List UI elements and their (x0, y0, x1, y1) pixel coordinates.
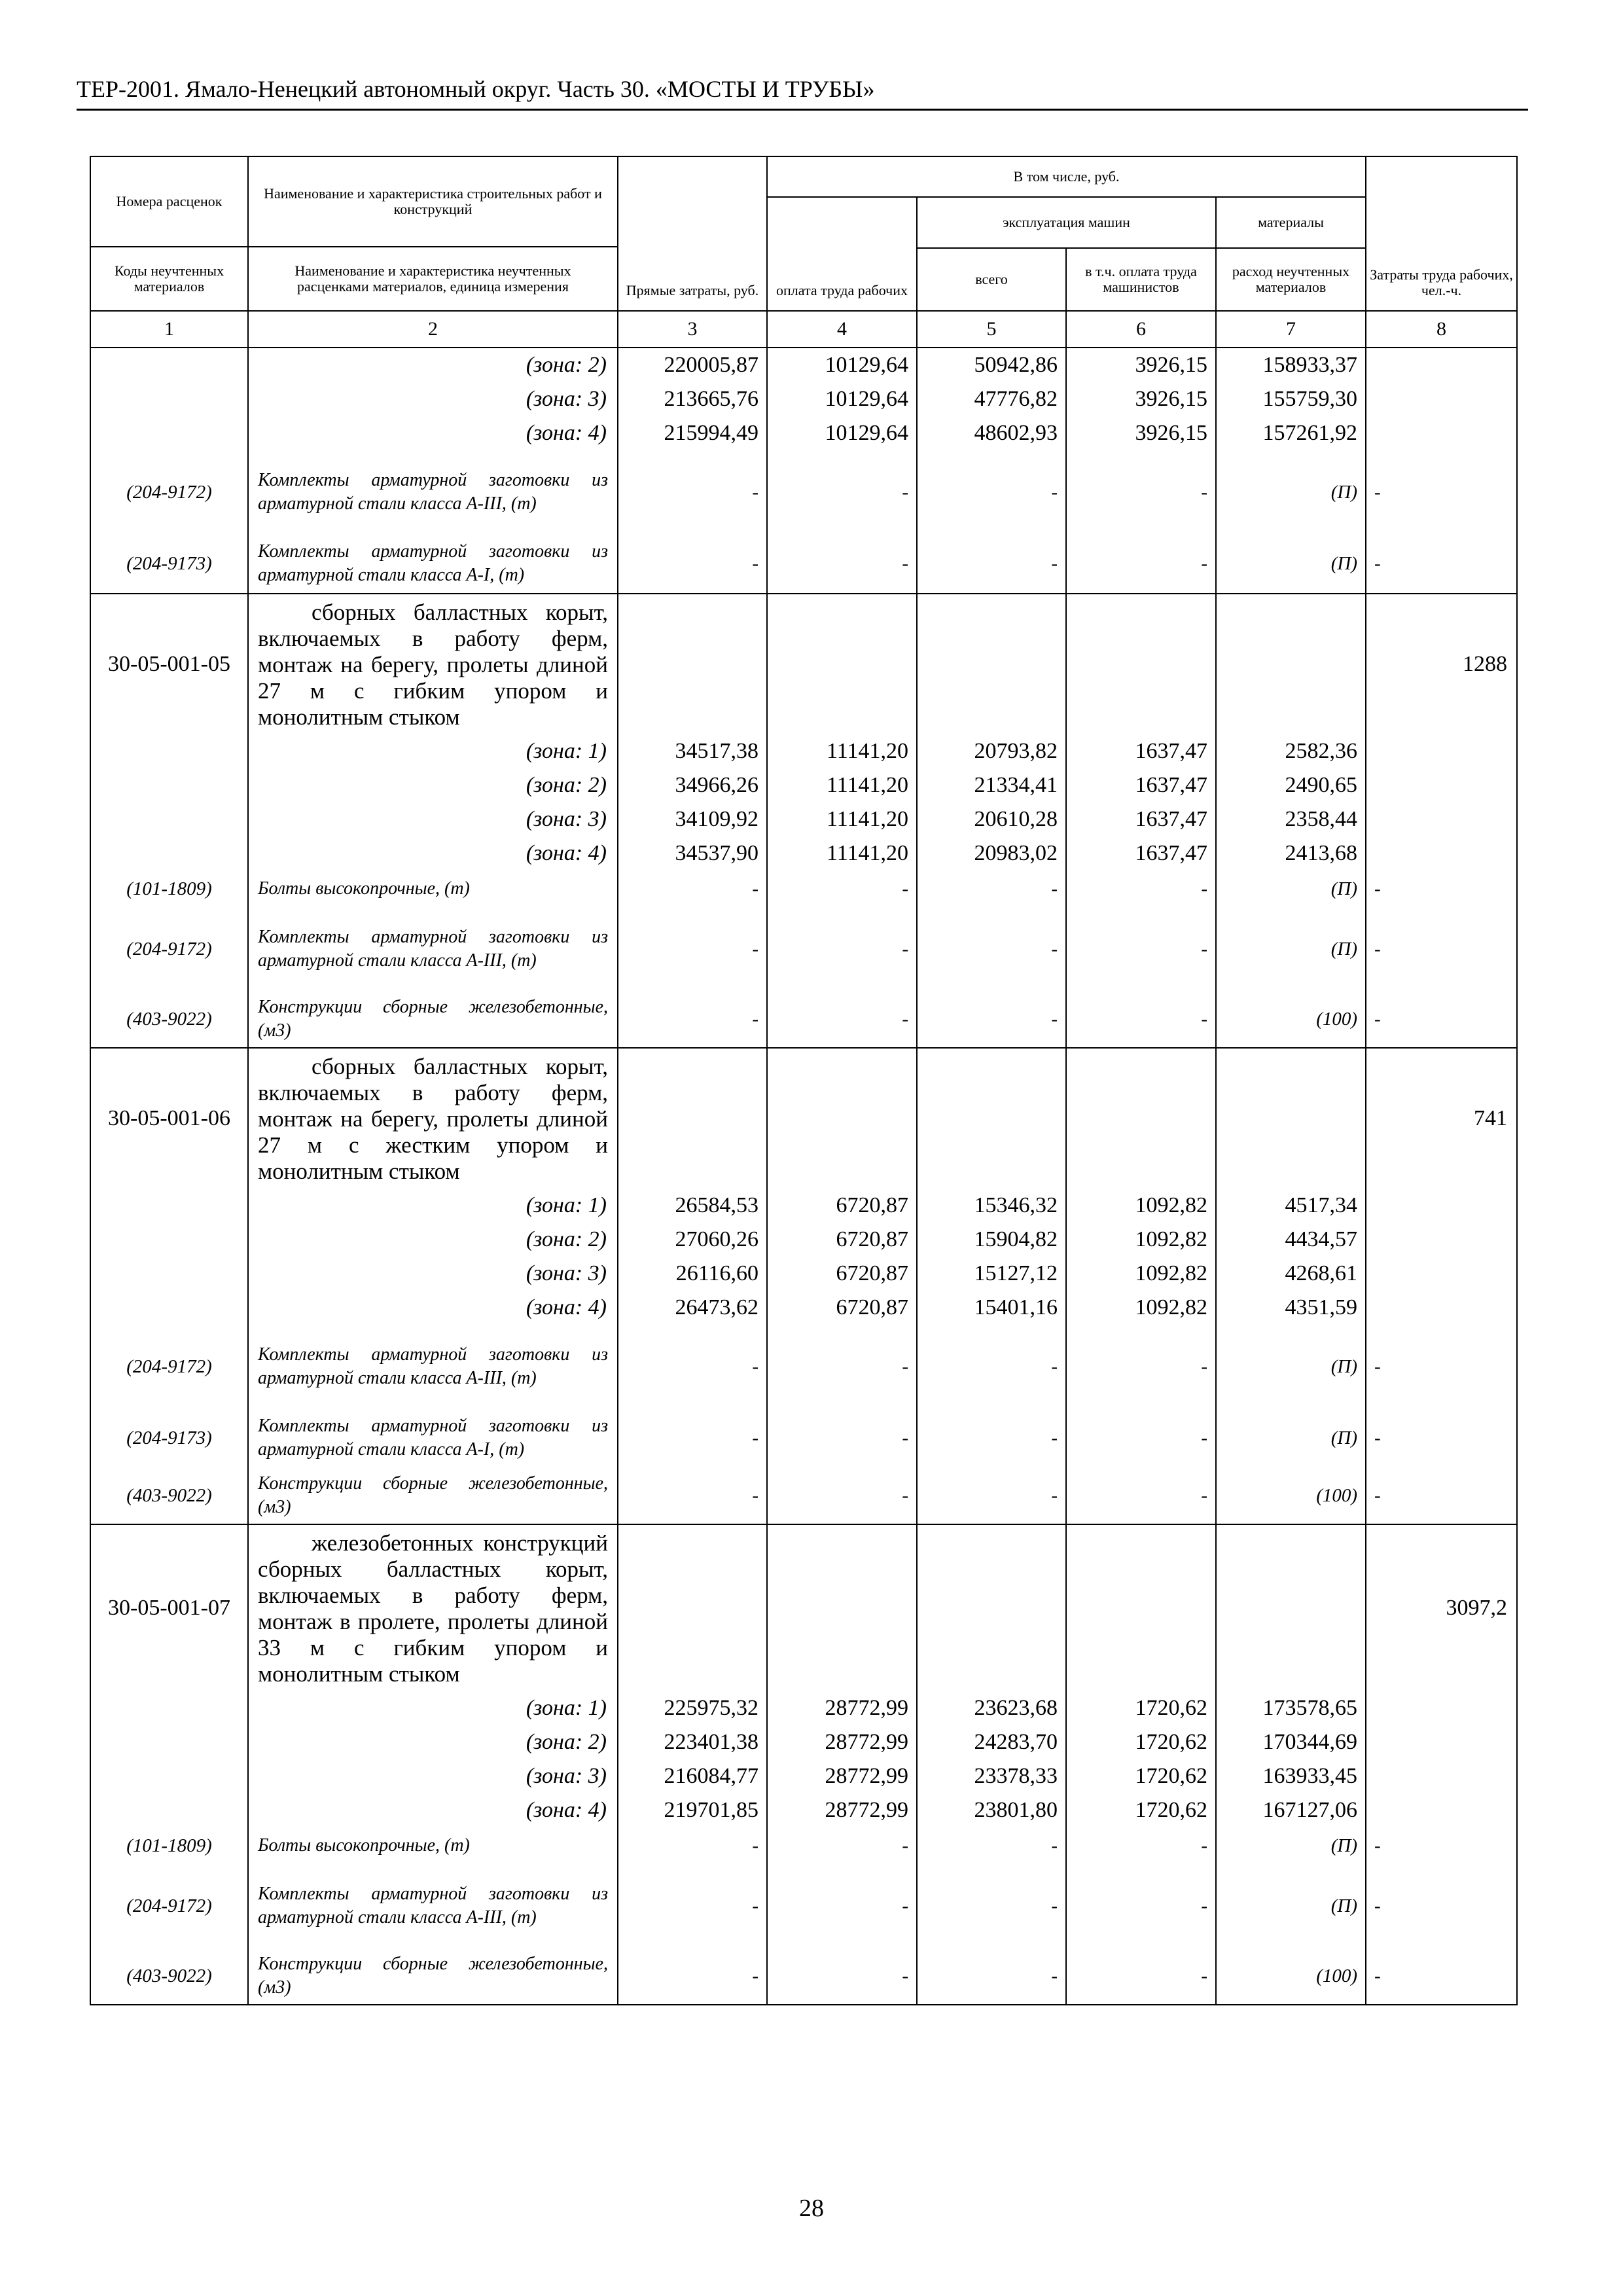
material-quantity: (П) (1330, 938, 1358, 960)
value-cell-operators (1066, 348, 1216, 594)
dash: - (752, 938, 758, 960)
zone-value: 215994,49 (664, 421, 758, 445)
rate-code: 30-05-001-06 (108, 1106, 230, 1130)
dash: - (752, 1895, 758, 1916)
header-col1-top: Номера расценок (91, 157, 247, 247)
description-cell (248, 1524, 618, 2005)
zone-value: 1720,62 (1135, 1730, 1207, 1754)
zone-value: 1720,62 (1135, 1696, 1207, 1720)
material-quantity: (П) (1330, 1895, 1358, 1916)
dash: - (1374, 481, 1381, 503)
zone-value: 10129,64 (825, 353, 908, 377)
zone-value: 3926,15 (1135, 421, 1207, 445)
zone-value: 167127,06 (1262, 1798, 1358, 1822)
zone-value: 15401,16 (974, 1295, 1058, 1319)
zone-value: 2490,65 (1285, 773, 1358, 797)
header-col2 (248, 156, 618, 311)
zone-label: (зона: 3) (526, 1764, 607, 1788)
value-cell-direct (618, 1524, 767, 2005)
value-cell-machines (917, 348, 1066, 594)
zone-value: 26584,53 (675, 1193, 758, 1217)
zone-value: 50942,86 (974, 353, 1058, 377)
page-header: ТЕР-2001. Ямало-Ненецкий автономный округ. Часть 30. «МОСТЫ И ТРУБЫ» (77, 73, 1528, 111)
zone-value: 1092,82 (1135, 1261, 1207, 1285)
zone-value: 1637,47 (1135, 773, 1207, 797)
zone-value: 24283,70 (974, 1730, 1058, 1754)
zone-value: 28772,99 (825, 1730, 908, 1754)
zone-label: (зона: 1) (526, 1696, 607, 1720)
dash: - (752, 1965, 758, 1986)
zone-value: 11141,20 (827, 841, 908, 865)
material-code: (204-9172) (126, 1355, 212, 1377)
material-name: Комплекты арматурной заготовки из арматурной стали класса А-III, (т) (258, 1884, 608, 1928)
material-name: Комплекты арматурной заготовки из арматурной стали класса А-III, (т) (258, 1344, 608, 1388)
material-code: (204-9173) (126, 1427, 212, 1448)
zone-value: 6720,87 (836, 1261, 908, 1285)
description-cell (248, 348, 618, 594)
material-code: (204-9172) (126, 481, 212, 503)
value-cell-operators (1066, 1048, 1216, 1524)
dash: - (752, 1008, 758, 1030)
zone-value: 1720,62 (1135, 1798, 1207, 1822)
header-col3: Прямые затраты, руб. (618, 156, 767, 311)
dash: - (1201, 1484, 1207, 1506)
dash: - (1051, 552, 1058, 574)
dash: - (1201, 878, 1207, 899)
value-cell-materials (1216, 348, 1366, 594)
material-quantity: (П) (1330, 878, 1358, 899)
zone-value: 223401,38 (664, 1730, 758, 1754)
value-cell-wages (767, 1524, 917, 2005)
dash: - (902, 1427, 908, 1448)
zone-value: 2413,68 (1285, 841, 1358, 865)
dash: - (902, 1484, 908, 1506)
value-cell-direct (618, 348, 767, 594)
zone-value: 21334,41 (974, 773, 1058, 797)
zone-value: 20983,02 (974, 841, 1058, 865)
zone-value: 26473,62 (675, 1295, 758, 1319)
zone-label: (зона: 2) (526, 353, 607, 377)
zone-value: 23378,33 (974, 1764, 1058, 1788)
zone-value: 28772,99 (825, 1696, 908, 1720)
zone-value: 1092,82 (1135, 1193, 1207, 1217)
zone-value: 219701,85 (664, 1798, 758, 1822)
value-cell-wages (767, 594, 917, 1048)
zone-label: (зона: 4) (526, 841, 607, 865)
header-num-2: 2 (248, 311, 618, 348)
material-code: (403-9022) (126, 1008, 212, 1030)
rate-code-cell (90, 594, 248, 1048)
dash: - (902, 1008, 908, 1030)
dash: - (1051, 1355, 1058, 1377)
material-quantity: (П) (1330, 1835, 1358, 1856)
value-cell-machines (917, 1524, 1066, 2005)
zone-label: (зона: 2) (526, 1730, 607, 1754)
material-quantity: (100) (1316, 1484, 1358, 1506)
page-number: 28 (799, 2195, 824, 2222)
zone-value: 4268,61 (1285, 1261, 1358, 1285)
zone-value: 1092,82 (1135, 1227, 1207, 1251)
labor-value: 3097,2 (1446, 1596, 1508, 1620)
zone-value: 20793,82 (974, 739, 1058, 763)
dash: - (752, 1835, 758, 1856)
dash: - (1374, 1427, 1381, 1448)
rate-code-cell (90, 348, 248, 594)
dash: - (1201, 1835, 1207, 1856)
value-cell-operators (1066, 594, 1216, 1048)
dash: - (1201, 1427, 1207, 1448)
value-cell-wages (767, 348, 917, 594)
material-quantity: (100) (1316, 1965, 1358, 1986)
material-code: (101-1809) (126, 878, 212, 899)
header-col8: Затраты труда рабочих, чел.-ч. (1366, 156, 1517, 311)
zone-value: 163933,45 (1262, 1764, 1358, 1788)
header-num-6: 6 (1066, 311, 1216, 348)
material-code: (204-9173) (126, 552, 212, 574)
labor-cell (1366, 1048, 1517, 1524)
material-code: (403-9022) (126, 1965, 212, 1986)
value-cell-machines (917, 594, 1066, 1048)
zone-label: (зона: 2) (526, 1227, 607, 1251)
zone-value: 158933,37 (1262, 353, 1358, 377)
table-header (90, 156, 1517, 348)
dash: - (1201, 552, 1207, 574)
dash: - (902, 1965, 908, 1986)
dash: - (1051, 1484, 1058, 1506)
zone-label: (зона: 4) (526, 1295, 607, 1319)
zone-value: 34517,38 (675, 739, 758, 763)
dash: - (1051, 1427, 1058, 1448)
dash: - (1374, 878, 1381, 899)
description-cell (248, 1048, 618, 1524)
header-col1-bottom: Коды неучтенных материалов (114, 262, 224, 295)
zone-label: (зона: 1) (526, 739, 607, 763)
dash: - (1374, 1484, 1381, 1506)
zone-label: (зона: 3) (526, 387, 607, 411)
header-col1 (90, 156, 248, 311)
zone-value: 213665,76 (664, 387, 758, 411)
zone-value: 173578,65 (1262, 1696, 1358, 1720)
dash: - (902, 1835, 908, 1856)
header-col2-top: Наименование и характеристика строительных работ и конструкций (249, 157, 617, 247)
rate-code: 30-05-001-05 (108, 652, 230, 676)
table-row (90, 1524, 1517, 2005)
zone-value: 170344,69 (1262, 1730, 1358, 1754)
material-name: Конструкции сборные железобетонные, (м3) (258, 997, 608, 1041)
zone-value: 4434,57 (1285, 1227, 1358, 1251)
zone-value: 28772,99 (825, 1764, 908, 1788)
material-name: Конструкции сборные железобетонные, (м3) (258, 1473, 608, 1517)
zone-value: 11141,20 (827, 807, 908, 831)
zone-value: 15127,12 (974, 1261, 1058, 1285)
dash: - (1374, 1008, 1381, 1030)
material-code: (204-9172) (126, 938, 212, 960)
zone-value: 34966,26 (675, 773, 758, 797)
work-description: сборных балластных корыт, включаемых в работу ферм, монтаж на берегу, пролеты длиной 27 м с гибким упором и монолитным стыком (258, 600, 608, 730)
work-description: сборных балластных корыт, включаемых в работу ферм, монтаж на берегу, пролеты длиной 27 м с жестким упором и монолитным стыком (258, 1054, 608, 1184)
zone-value: 1092,82 (1135, 1295, 1207, 1319)
material-name: Комплекты арматурной заготовки из арматурной стали класса А-III, (т) (258, 927, 608, 971)
dash: - (902, 1895, 908, 1916)
header-materials: материалы (1216, 197, 1366, 248)
zone-label: (зона: 4) (526, 421, 607, 445)
table-row (90, 1048, 1517, 1524)
dash: - (902, 481, 908, 503)
zone-value: 10129,64 (825, 421, 908, 445)
zone-value: 4351,59 (1285, 1295, 1358, 1319)
dash: - (1201, 481, 1207, 503)
dash: - (1201, 1008, 1207, 1030)
material-name: Болты высокопрочные, (т) (258, 1835, 470, 1856)
header-machines: эксплуатация машин (917, 197, 1216, 248)
dash: - (752, 552, 758, 574)
zone-value: 220005,87 (664, 353, 758, 377)
dash: - (1051, 1965, 1058, 1986)
material-name: Комплекты арматурной заготовки из арматурной стали класса А-I, (т) (258, 541, 608, 585)
labor-value: 741 (1474, 1106, 1508, 1130)
dash: - (1051, 1895, 1058, 1916)
dash: - (1201, 1895, 1207, 1916)
dash: - (1374, 1895, 1381, 1916)
value-cell-direct (618, 594, 767, 1048)
zone-value: 4517,34 (1285, 1193, 1358, 1217)
zone-value: 48602,93 (974, 421, 1058, 445)
material-quantity: (П) (1330, 1427, 1358, 1448)
rate-code: 30-05-001-07 (108, 1596, 230, 1620)
value-cell-materials (1216, 594, 1366, 1048)
zone-value: 1720,62 (1135, 1764, 1207, 1788)
dash: - (902, 878, 908, 899)
zone-value: 157261,92 (1262, 421, 1358, 445)
material-name: Комплекты арматурной заготовки из арматурной стали класса А-III, (т) (258, 470, 608, 514)
zone-value: 216084,77 (664, 1764, 758, 1788)
zone-label: (зона: 4) (526, 1798, 607, 1822)
value-cell-materials (1216, 1048, 1366, 1524)
dash: - (752, 1484, 758, 1506)
dash: - (1051, 1835, 1058, 1856)
zone-label: (зона: 3) (526, 1261, 607, 1285)
zone-label: (зона: 1) (526, 1193, 607, 1217)
value-cell-materials (1216, 1524, 1366, 2005)
rate-code-cell (90, 1048, 248, 1524)
header-col6: в т.ч. оплата труда машинистов (1066, 248, 1216, 311)
dash: - (1051, 878, 1058, 899)
zone-value: 1637,47 (1135, 739, 1207, 763)
dash: - (752, 1427, 758, 1448)
value-cell-direct (618, 1048, 767, 1524)
labor-cell (1366, 1524, 1517, 2005)
zone-value: 15346,32 (974, 1193, 1058, 1217)
dash: - (1374, 552, 1381, 574)
zone-value: 2582,36 (1285, 739, 1358, 763)
header-num-4: 4 (767, 311, 917, 348)
zone-value: 6720,87 (836, 1295, 908, 1319)
zone-value: 28772,99 (825, 1798, 908, 1822)
zone-value: 11141,20 (827, 773, 908, 797)
zone-value: 47776,82 (974, 387, 1058, 411)
material-quantity: (П) (1330, 1355, 1358, 1377)
zone-value: 20610,28 (974, 807, 1058, 831)
zone-value: 1637,47 (1135, 841, 1207, 865)
price-table (90, 156, 1518, 2005)
material-name: Комплекты арматурной заготовки из арматурной стали класса А-I, (т) (258, 1416, 608, 1460)
dash: - (752, 481, 758, 503)
zone-value: 23623,68 (974, 1696, 1058, 1720)
material-quantity: (П) (1330, 552, 1358, 574)
zone-value: 1637,47 (1135, 807, 1207, 831)
dash: - (1201, 1965, 1207, 1986)
zone-value: 225975,32 (664, 1696, 758, 1720)
zone-value: 34109,92 (675, 807, 758, 831)
zone-value: 11141,20 (827, 739, 908, 763)
dash: - (1374, 1355, 1381, 1377)
dash: - (1051, 938, 1058, 960)
dash: - (1201, 938, 1207, 960)
zone-value: 34537,90 (675, 841, 758, 865)
header-num-7: 7 (1216, 311, 1366, 348)
header-col2-bottom: Наименование и характеристика неучтенных расценками материалов, единица измерения (294, 262, 571, 295)
value-cell-operators (1066, 1524, 1216, 2005)
dash: - (1201, 1355, 1207, 1377)
dash: - (1051, 481, 1058, 503)
zone-label: (зона: 3) (526, 807, 607, 831)
zone-value: 10129,64 (825, 387, 908, 411)
header-num-8: 8 (1366, 311, 1517, 348)
header-num-5: 5 (917, 311, 1066, 348)
labor-cell (1366, 594, 1517, 1048)
zone-value: 23801,80 (974, 1798, 1058, 1822)
header-num-1: 1 (90, 311, 248, 348)
material-code: (204-9172) (126, 1895, 212, 1916)
value-cell-machines (917, 1048, 1066, 1524)
zone-label: (зона: 2) (526, 773, 607, 797)
header-col4: оплата труда рабочих (767, 197, 917, 311)
material-quantity: (100) (1316, 1008, 1358, 1030)
dash: - (902, 552, 908, 574)
zone-value: 27060,26 (675, 1227, 758, 1251)
work-description: железобетонных конструкций сборных балластных корыт, включаемых в работу ферм, монтаж в пролете, пролеты длиной 33 м с гибким упором и монолитным стыком (258, 1530, 608, 1687)
dash: - (1374, 1835, 1381, 1856)
labor-value: 1288 (1463, 652, 1508, 676)
material-code: (403-9022) (126, 1484, 212, 1506)
table-body (90, 348, 1517, 2005)
dash: - (752, 1355, 758, 1377)
table-row (90, 594, 1517, 1048)
header-col7: расход неучтенных материалов (1216, 248, 1366, 311)
zone-value: 6720,87 (836, 1227, 908, 1251)
dash: - (1374, 938, 1381, 960)
zone-value: 2358,44 (1285, 807, 1358, 831)
dash: - (1051, 1008, 1058, 1030)
zone-value: 155759,30 (1262, 387, 1358, 411)
header-num-3: 3 (618, 311, 767, 348)
zone-value: 26116,60 (675, 1261, 758, 1285)
table-row (90, 348, 1517, 594)
material-name: Болты высокопрочные, (т) (258, 878, 470, 899)
dash: - (902, 938, 908, 960)
material-name: Конструкции сборные железобетонные, (м3) (258, 1954, 608, 1998)
labor-cell (1366, 348, 1517, 594)
zone-value: 3926,15 (1135, 353, 1207, 377)
zone-value: 15904,82 (974, 1227, 1058, 1251)
zone-value: 3926,15 (1135, 387, 1207, 411)
dash: - (902, 1355, 908, 1377)
dash: - (752, 878, 758, 899)
description-cell (248, 594, 618, 1048)
material-quantity: (П) (1330, 481, 1358, 503)
rate-code-cell (90, 1524, 248, 2005)
material-code: (101-1809) (126, 1835, 212, 1856)
value-cell-wages (767, 1048, 917, 1524)
dash: - (1374, 1965, 1381, 1986)
header-col5: всего (917, 248, 1066, 311)
header-incl: В том числе, руб. (767, 156, 1366, 197)
zone-value: 6720,87 (836, 1193, 908, 1217)
